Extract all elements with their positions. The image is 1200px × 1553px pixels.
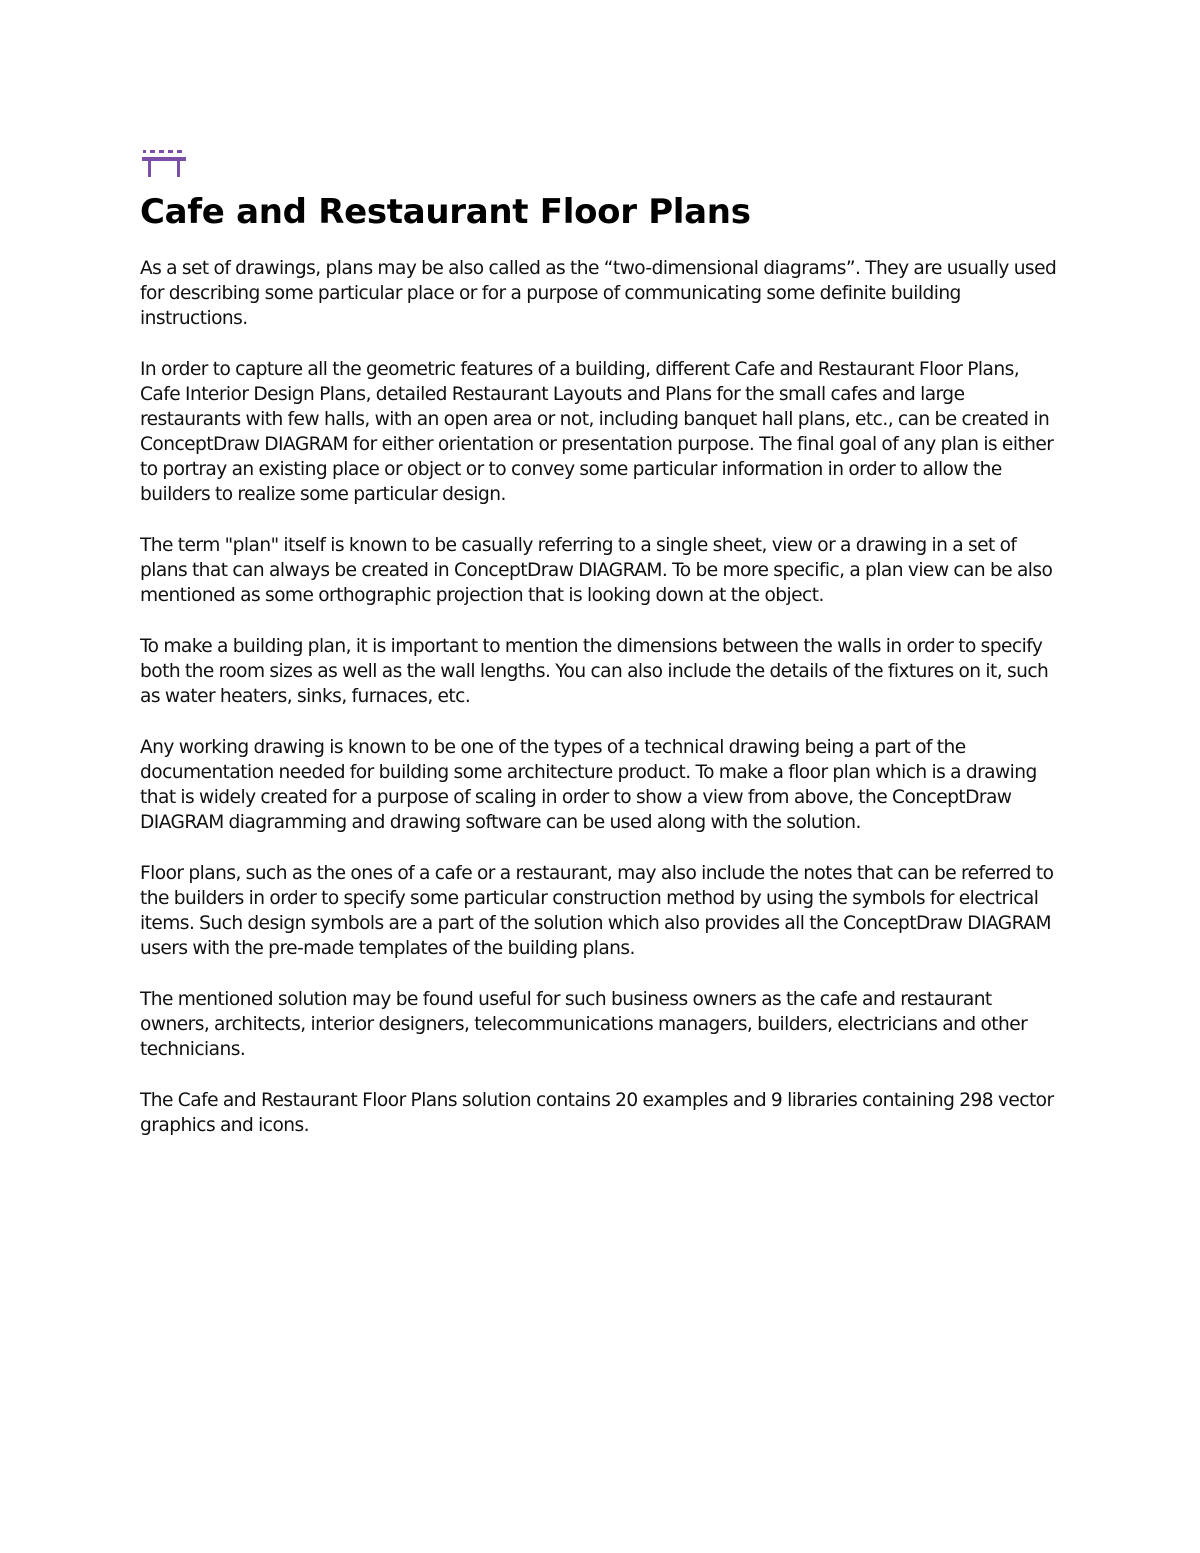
paragraph: The Cafe and Restaurant Floor Plans solution contains 20 examples and 9 libraries containing 298 vector graphics and icons. (140, 1090, 1054, 1136)
paragraph: Floor plans, such as the ones of a cafe or a restaurant, may also include the notes that can be referred to the builders in order to specify some particular construction method by using the symbols for electrical items. Such design symbols are a part of the solution which also provides all the ConceptDraw DIAGRAM users with the pre-made templates of the building plans. (140, 863, 1054, 959)
paragraph: The mentioned solution may be found useful for such business owners as the cafe and restaurant owners, architects, interior designers, telecommunications managers, builders, electricians and other technicians. (140, 989, 1028, 1060)
document-content (140, 148, 1060, 1164)
paragraph: Any working drawing is known to be one of the types of a technical drawing being a part of the documentation needed for building some architecture product. To make a floor plan which is a drawing that is widely created for a purpose of scaling in order to show a view from above, the ConceptDraw DIAGRAM diagramming and drawing software can be used along with the solution. (140, 737, 1037, 833)
paragraph: As a set of drawings, plans may be also called as the “two-dimensional diagrams”. They are usually used for describing some particular place or for a purpose of communicating some definite building instructions. (140, 258, 1057, 329)
table-icon (140, 148, 188, 182)
paragraph: To make a building plan, it is important to mention the dimensions between the walls in order to specify both the room sizes as well as the wall lengths. You can also include the details of the fixtures on it, such as water heaters, sinks, furnaces, etc. (140, 636, 1049, 707)
body-text (140, 256, 1060, 1138)
paragraph: In order to capture all the geometric features of a building, different Cafe and Restaurant Floor Plans, Cafe Interior Design Plans, detailed Restaurant Layouts and Plans for the small cafes and large restaurants with few halls, with an open area or not, including banquet hall plans, etc., can be created in ConceptDraw DIAGRAM for either orientation or presentation purpose. The final goal of any plan is either to portray an existing place or object or to convey some particular information in order to allow the builders to realize some particular design. (140, 359, 1054, 505)
page-title: Cafe and Restaurant Floor Plans (140, 192, 751, 232)
paragraph: The term "plan" itself is known to be casually referring to a single sheet, view or a drawing in a set of plans that can always be created in ConceptDraw DIAGRAM. To be more specific, a plan view can be also mentioned as some orthographic projection that is looking down at the object. (140, 535, 1053, 606)
